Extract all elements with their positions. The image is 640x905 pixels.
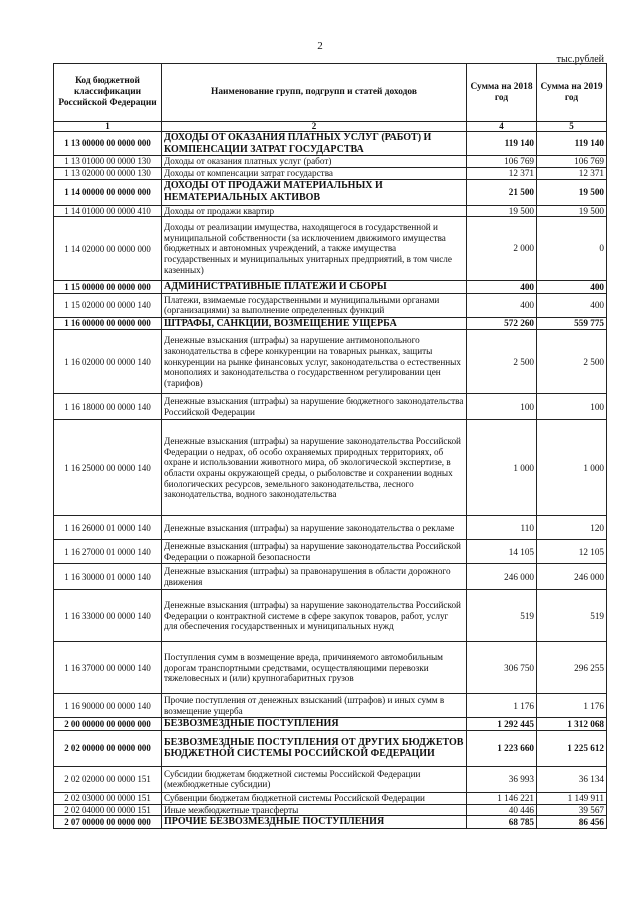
- header-2019: Сумма на 2019 год: [537, 64, 607, 122]
- table-row: [54, 179, 607, 205]
- table-row: [54, 330, 607, 394]
- table-row: [54, 642, 607, 694]
- table-row: [54, 156, 607, 168]
- row-code: 2 07 00000 00 0000 000: [54, 816, 162, 829]
- table-row: [54, 205, 607, 217]
- table-row: [54, 792, 607, 804]
- row-sum-2018: 14 105: [467, 540, 537, 564]
- table-row: [54, 317, 607, 330]
- table-row: [54, 281, 607, 294]
- row-name: Доходы от реализации имущества, находящегося в государственной и муниципальной собственности (за исключением движимого имущества бюджетных и автономных учреждений, а также имущества государственных и муниципальных унитарных предприятий, в том числе казенных): [162, 217, 467, 281]
- table-row: [54, 590, 607, 642]
- header-name: Наименование групп, подгрупп и статей доходов: [162, 64, 467, 122]
- row-name: Денежные взыскания (штрафы) за нарушение законодательства о рекламе: [162, 516, 467, 540]
- row-code: 2 00 00000 00 0000 000: [54, 718, 162, 731]
- table-row: [54, 167, 607, 179]
- row-sum-2018: 306 750: [467, 642, 537, 694]
- row-code: 1 16 30000 01 0000 140: [54, 564, 162, 590]
- table-row: [54, 516, 607, 540]
- row-sum-2019: 19 500: [537, 205, 607, 217]
- row-name: Платежи, взимаемые государственными и муниципальными органами (организациями) за выполнение определенных функций: [162, 293, 467, 317]
- row-sum-2018: 68 785: [467, 816, 537, 829]
- row-code: 1 13 00000 00 0000 000: [54, 132, 162, 156]
- table-row: [54, 540, 607, 564]
- row-name: ДОХОДЫ ОТ ОКАЗАНИЯ ПЛАТНЫХ УСЛУГ (РАБОТ) И КОМПЕНСАЦИИ ЗАТРАТ ГОСУДАРСТВА: [162, 132, 467, 156]
- row-sum-2018: 400: [467, 281, 537, 294]
- table-row: [54, 730, 607, 766]
- units-label: тыс.рублей: [556, 54, 604, 65]
- column-number: 2: [162, 122, 467, 132]
- row-name: Денежные взыскания (штрафы) за правонарушения в области дорожного движения: [162, 564, 467, 590]
- row-code: 1 15 00000 00 0000 000: [54, 281, 162, 294]
- table-body: [54, 132, 607, 829]
- row-name: ПРОЧИЕ БЕЗВОЗМЕЗДНЫЕ ПОСТУПЛЕНИЯ: [162, 816, 467, 829]
- row-code: 1 13 01000 00 0000 130: [54, 156, 162, 168]
- row-sum-2019: 1 312 068: [537, 718, 607, 731]
- row-sum-2018: 36 993: [467, 766, 537, 792]
- row-sum-2019: 36 134: [537, 766, 607, 792]
- row-sum-2019: 519: [537, 590, 607, 642]
- column-number: 1: [54, 122, 162, 132]
- row-code: 2 02 04000 00 0000 151: [54, 804, 162, 816]
- row-name: Субсидии бюджетам бюджетной системы Российской Федерации (межбюджетные субсидии): [162, 766, 467, 792]
- row-sum-2019: 12 105: [537, 540, 607, 564]
- row-name: Доходы от оказания платных услуг (работ): [162, 156, 467, 168]
- row-sum-2019: 400: [537, 293, 607, 317]
- row-code: 1 13 02000 00 0000 130: [54, 167, 162, 179]
- row-sum-2019: 86 456: [537, 816, 607, 829]
- row-code: 2 02 00000 00 0000 000: [54, 730, 162, 766]
- row-sum-2019: 12 371: [537, 167, 607, 179]
- column-number: 5: [537, 122, 607, 132]
- row-sum-2018: 1 176: [467, 694, 537, 718]
- row-sum-2018: 2 000: [467, 217, 537, 281]
- row-sum-2018: 110: [467, 516, 537, 540]
- row-sum-2018: 21 500: [467, 179, 537, 205]
- row-sum-2019: 1 000: [537, 420, 607, 516]
- row-code: 1 16 27000 01 0000 140: [54, 540, 162, 564]
- header-code: Код бюджетной классификации Российской Федерации: [54, 64, 162, 122]
- row-sum-2018: 12 371: [467, 167, 537, 179]
- row-sum-2018: 19 500: [467, 205, 537, 217]
- row-sum-2019: 1 176: [537, 694, 607, 718]
- column-number-row: [54, 122, 607, 132]
- row-sum-2019: 119 140: [537, 132, 607, 156]
- revenue-table: [53, 63, 607, 829]
- table-row: [54, 217, 607, 281]
- row-code: 1 16 02000 00 0000 140: [54, 330, 162, 394]
- row-name: Доходы от продажи квартир: [162, 205, 467, 217]
- table-row: [54, 132, 607, 156]
- table-row: [54, 804, 607, 816]
- header-2018: Сумма на 2018 год: [467, 64, 537, 122]
- table-row: [54, 394, 607, 420]
- table-header-row: [54, 64, 607, 122]
- row-name: БЕЗВОЗМЕЗДНЫЕ ПОСТУПЛЕНИЯ ОТ ДРУГИХ БЮДЖЕТОВ БЮДЖЕТНОЙ СИСТЕМЫ РОССИЙСКОЙ ФЕДЕРАЦИИ: [162, 730, 467, 766]
- row-name: Субвенции бюджетам бюджетной системы Российской Федерации: [162, 792, 467, 804]
- row-name: БЕЗВОЗМЕЗДНЫЕ ПОСТУПЛЕНИЯ: [162, 718, 467, 731]
- column-number: 4: [467, 122, 537, 132]
- row-sum-2018: 1 223 660: [467, 730, 537, 766]
- table-row: [54, 420, 607, 516]
- row-sum-2018: 100: [467, 394, 537, 420]
- row-code: 2 02 02000 00 0000 151: [54, 766, 162, 792]
- row-sum-2018: 119 140: [467, 132, 537, 156]
- row-sum-2018: 572 260: [467, 317, 537, 330]
- row-code: 1 16 37000 00 0000 140: [54, 642, 162, 694]
- row-name: Иные межбюджетные трансферты: [162, 804, 467, 816]
- row-code: 1 14 01000 00 0000 410: [54, 205, 162, 217]
- table-row: [54, 293, 607, 317]
- row-name: Денежные взыскания (штрафы) за нарушение бюджетного законодательства Российской Федерации: [162, 394, 467, 420]
- row-sum-2019: 246 000: [537, 564, 607, 590]
- row-sum-2019: 2 500: [537, 330, 607, 394]
- row-code: 1 16 26000 01 0000 140: [54, 516, 162, 540]
- table-row: [54, 564, 607, 590]
- row-code: 1 15 02000 00 0000 140: [54, 293, 162, 317]
- row-name: Денежные взыскания (штрафы) за нарушение антимонопольного законодательства в сфере конкуренции на товарных рынках, защиты конкуренции на рынке финансовых услуг, законодательства о естественных монополиях и законодательства о государственном регулировании цен (тарифов): [162, 330, 467, 394]
- row-sum-2018: 1 146 221: [467, 792, 537, 804]
- table-row: [54, 694, 607, 718]
- row-sum-2019: 106 769: [537, 156, 607, 168]
- row-code: 1 16 00000 00 0000 000: [54, 317, 162, 330]
- row-sum-2019: 559 775: [537, 317, 607, 330]
- row-sum-2018: 40 446: [467, 804, 537, 816]
- table-row: [54, 718, 607, 731]
- row-name: Доходы от компенсации затрат государства: [162, 167, 467, 179]
- row-sum-2019: 100: [537, 394, 607, 420]
- row-sum-2018: 246 000: [467, 564, 537, 590]
- table-row: [54, 816, 607, 829]
- row-sum-2019: 0: [537, 217, 607, 281]
- row-sum-2018: 1 000: [467, 420, 537, 516]
- row-code: 1 16 25000 00 0000 140: [54, 420, 162, 516]
- row-name: ДОХОДЫ ОТ ПРОДАЖИ МАТЕРИАЛЬНЫХ И НЕМАТЕРИАЛЬНЫХ АКТИВОВ: [162, 179, 467, 205]
- row-sum-2019: 1 225 612: [537, 730, 607, 766]
- row-sum-2018: 2 500: [467, 330, 537, 394]
- row-sum-2018: 1 292 445: [467, 718, 537, 731]
- row-sum-2018: 400: [467, 293, 537, 317]
- row-code: 1 14 02000 00 0000 000: [54, 217, 162, 281]
- row-code: 1 16 90000 00 0000 140: [54, 694, 162, 718]
- row-sum-2019: 296 255: [537, 642, 607, 694]
- row-code: 1 16 33000 00 0000 140: [54, 590, 162, 642]
- row-name: ШТРАФЫ, САНКЦИИ, ВОЗМЕЩЕНИЕ УЩЕРБА: [162, 317, 467, 330]
- row-name: Денежные взыскания (штрафы) за нарушение законодательства Российской Федерации о контрактной системе в сфере закупок товаров, работ, услуг для обеспечения государственных и муниципальных нужд: [162, 590, 467, 642]
- row-sum-2018: 106 769: [467, 156, 537, 168]
- row-sum-2019: 120: [537, 516, 607, 540]
- row-sum-2019: 1 149 911: [537, 792, 607, 804]
- row-name: АДМИНИСТРАТИВНЫЕ ПЛАТЕЖИ И СБОРЫ: [162, 281, 467, 294]
- row-sum-2019: 39 567: [537, 804, 607, 816]
- row-name: Поступления сумм в возмещение вреда, причиняемого автомобильным дорогам транспортными средствами, осуществляющими перевозки тяжеловесных и (или) крупногабаритных грузов: [162, 642, 467, 694]
- row-code: 1 14 00000 00 0000 000: [54, 179, 162, 205]
- row-name: Денежные взыскания (штрафы) за нарушение законодательства Российской Федерации о пожарной безопасности: [162, 540, 467, 564]
- row-code: 2 02 03000 00 0000 151: [54, 792, 162, 804]
- page-number: 2: [317, 40, 323, 52]
- row-code: 1 16 18000 00 0000 140: [54, 394, 162, 420]
- row-name: Прочие поступления от денежных взысканий (штрафов) и иных сумм в возмещение ущерба: [162, 694, 467, 718]
- table-row: [54, 766, 607, 792]
- row-sum-2018: 519: [467, 590, 537, 642]
- row-name: Денежные взыскания (штрафы) за нарушение законодательства Российской Федерации о недрах, об особо охраняемых природных территориях, об охране и использовании животного мира, об экологической экспертизе, в области охраны окружающей среды, о рыболовстве и сохранении водных биологических ресурсов, земельного законодательства, лесного законодательства, водного законодательства: [162, 420, 467, 516]
- row-sum-2019: 400: [537, 281, 607, 294]
- row-sum-2019: 19 500: [537, 179, 607, 205]
